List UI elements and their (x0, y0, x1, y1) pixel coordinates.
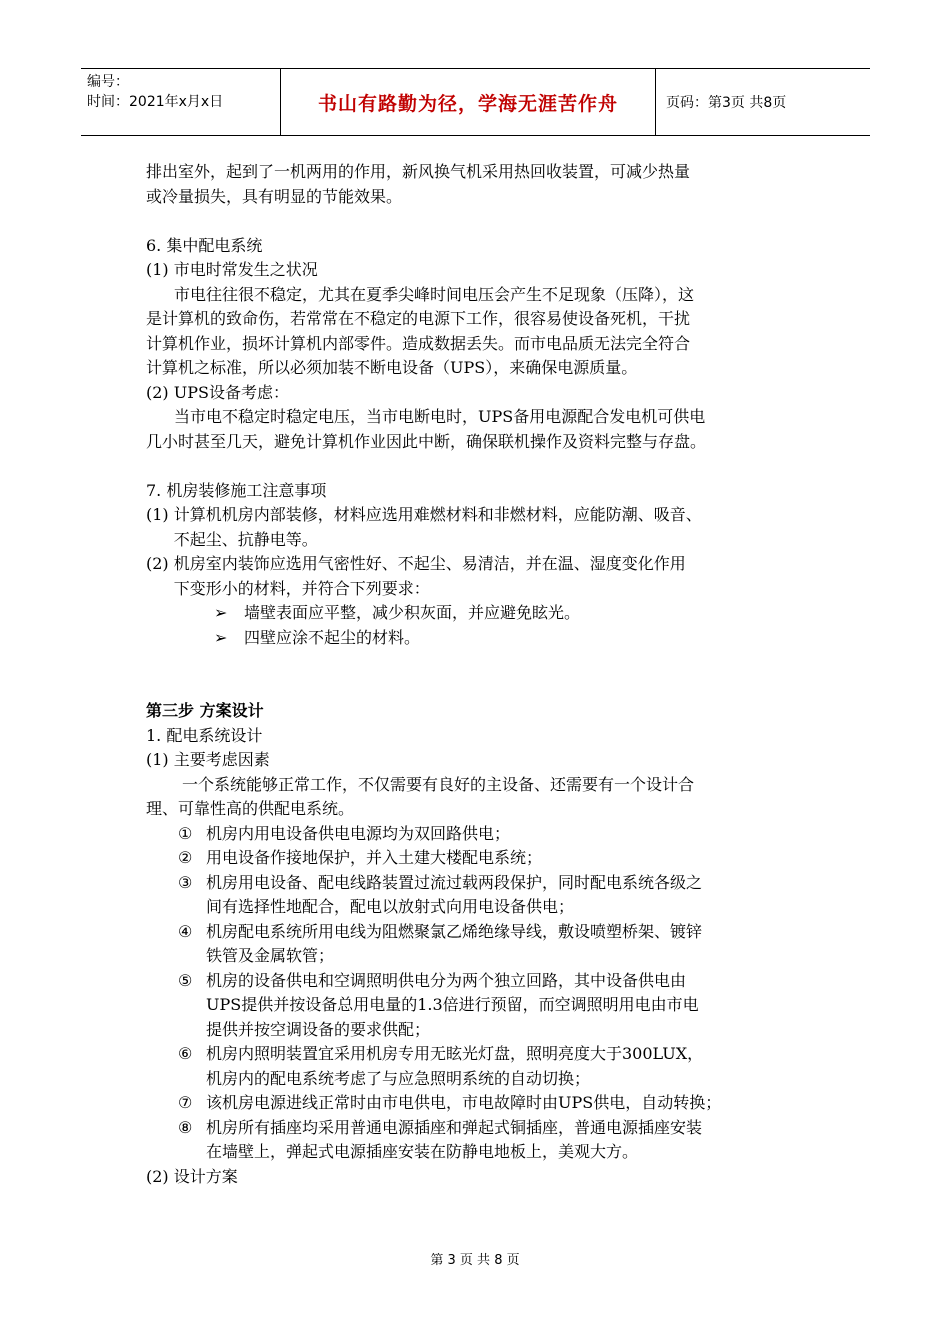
item-marker: ③ (178, 872, 193, 892)
item-line: 该机房电源进线正常时由市电供电，市电故障时由UPS供电，自动转换； (206, 1093, 722, 1112)
page-header (81, 68, 870, 136)
numbered-item (146, 846, 816, 871)
intro-line: 排出室外，起到了一机两用的作用，新风换气机采用热回收装置，可减少热量 (146, 162, 691, 181)
item-marker: ② (178, 848, 193, 867)
item-line: 机房室内装饰应选用气密性好、不起尘、易清洁，并在温、湿度变化作用 (173, 554, 686, 573)
numbered-item (146, 920, 816, 969)
design-1-title: 1. 配电系统设计 (146, 725, 263, 745)
bullet-text: 四壁应涂不起尘的材料。 (244, 627, 421, 647)
item-line: 用电设备作接地保护，并入土建大楼配电系统； (206, 848, 543, 867)
header-motto: 书山有路勤为径，学海无涯苦作舟 (281, 69, 656, 135)
item-line: 机房的设备供电和空调照明供电分为两个独立回路，其中设备供电由 (206, 970, 687, 990)
item-line: 下变形小的材料，并符合下列要求： (173, 578, 430, 598)
arrow-bullet-icon: ➢ (214, 603, 228, 622)
document-body (146, 160, 816, 1189)
list-item (146, 503, 816, 552)
paragraph-line: 是计算机的致命伤，若常常在不稳定的电源下工作，很容易使设备死机，干扰 (146, 309, 691, 328)
page-footer: 第 3 页 共 8 页 (430, 1253, 520, 1268)
design-1-1-title: (1) 主要考虑因素 (146, 750, 270, 769)
paragraph-line: 几小时甚至几天，避免计算机作业因此中断，确保联机操作及资料完整与存盘。 (146, 431, 707, 451)
item-marker: ⑧ (178, 1117, 193, 1137)
item-marker: ① (178, 823, 193, 843)
bullet-text: 墙壁表面应平整，减少积灰面，并应避免眩光。 (244, 603, 581, 622)
intro-line: 或冷量损失，具有明显的节能效果。 (146, 186, 403, 206)
item-marker: ④ (178, 921, 193, 941)
paragraph-line: 计算机作业，损坏计算机内部零件。造成数据丢失。而市电品质无法完全符合 (146, 333, 691, 353)
item-line: 机房内用电设备供电电源均为双回路供电； (206, 823, 511, 843)
item-line: 间有选择性地配合，配电以放射式向用电设备供电； (206, 897, 575, 916)
item-line: 提供并按空调设备的要求供配； (206, 1019, 431, 1039)
header-page-info: 页码：第3页 共8页 (666, 95, 787, 111)
paragraph-line: 当市电不稳定时稳定电压，当市电断电时，UPS备用电源配合发电机可供电 (174, 407, 706, 426)
item-line: 机房内照明装置宜采用机房专用无眩光灯盘，照明亮度大于300LUX， (206, 1044, 704, 1063)
bullet-item (146, 626, 816, 651)
item-line: 机房配电系统所用电线为阻燃聚氯乙烯绝缘导线，敷设喷塑桥架、镀锌 (206, 921, 703, 941)
paragraph-line: 市电往往很不稳定，尤其在夏季尖峰时间电压会产生不足现象（压降），这 (174, 284, 695, 304)
item-number: (2) (146, 554, 174, 573)
paragraph-line: 理、可靠性高的供配电系统。 (146, 799, 355, 818)
section-6-1-title: (1) 市电时常发生之状况 (146, 260, 318, 279)
item-marker: ⑦ (178, 1093, 193, 1112)
numbered-item (146, 871, 816, 920)
numbered-item (146, 1116, 816, 1165)
numbered-item (146, 1091, 816, 1116)
bullet-item (146, 601, 816, 626)
numbered-item (146, 822, 816, 847)
paragraph-line: 一个系统能够正常工作，不仅需要有良好的主设备、还需要有一个设计合 (182, 774, 695, 794)
paragraph-line: 计算机之标准，所以必须加装不断电设备（UPS），来确保电源质量。 (146, 358, 638, 377)
item-line: 机房用电设备、配电线路装置过流过载两段保护，同时配电系统各级之 (206, 872, 703, 892)
item-marker: ⑤ (178, 970, 193, 990)
section-7-title: 7. 机房装修施工注意事项 (146, 480, 327, 500)
arrow-bullet-icon: ➢ (214, 627, 228, 647)
item-line: 在墙壁上，弹起式电源插座安装在防静电地板上，美观大方。 (206, 1142, 639, 1161)
item-line: 不起尘、抗静电等。 (173, 529, 318, 549)
header-meta (81, 69, 281, 135)
code-label: 编号： (87, 74, 129, 90)
item-line: 铁管及金属软管； (206, 946, 335, 965)
item-line: 计算机机房内部装修，材料应选用难燃材料和非燃材料，应能防潮、吸音、 (173, 505, 702, 524)
item-line: 机房所有插座均采用普通电源插座和弹起式铜插座，普通电源插座安装 (206, 1117, 703, 1137)
item-line: 机房内的配电系统考虑了与应急照明系统的自动切换； (206, 1068, 591, 1088)
section-6-2-title: (2) UPS设备考虑： (146, 382, 289, 402)
numbered-item (146, 1042, 816, 1091)
time-label: 时间：2021年x月x日 (87, 94, 224, 110)
design-1-2-title: (2) 设计方案 (146, 1166, 238, 1186)
list-item (146, 552, 816, 601)
item-number: (1) (146, 505, 174, 524)
numbered-item (146, 969, 816, 1043)
step-3-title: 第三步 方案设计 (146, 701, 264, 720)
section-6-title: 6. 集中配电系统 (146, 235, 263, 255)
item-marker: ⑥ (178, 1044, 193, 1063)
item-line: UPS提供并按设备总用电量的1.3倍进行预留，而空调照明用电由市电 (206, 995, 699, 1014)
